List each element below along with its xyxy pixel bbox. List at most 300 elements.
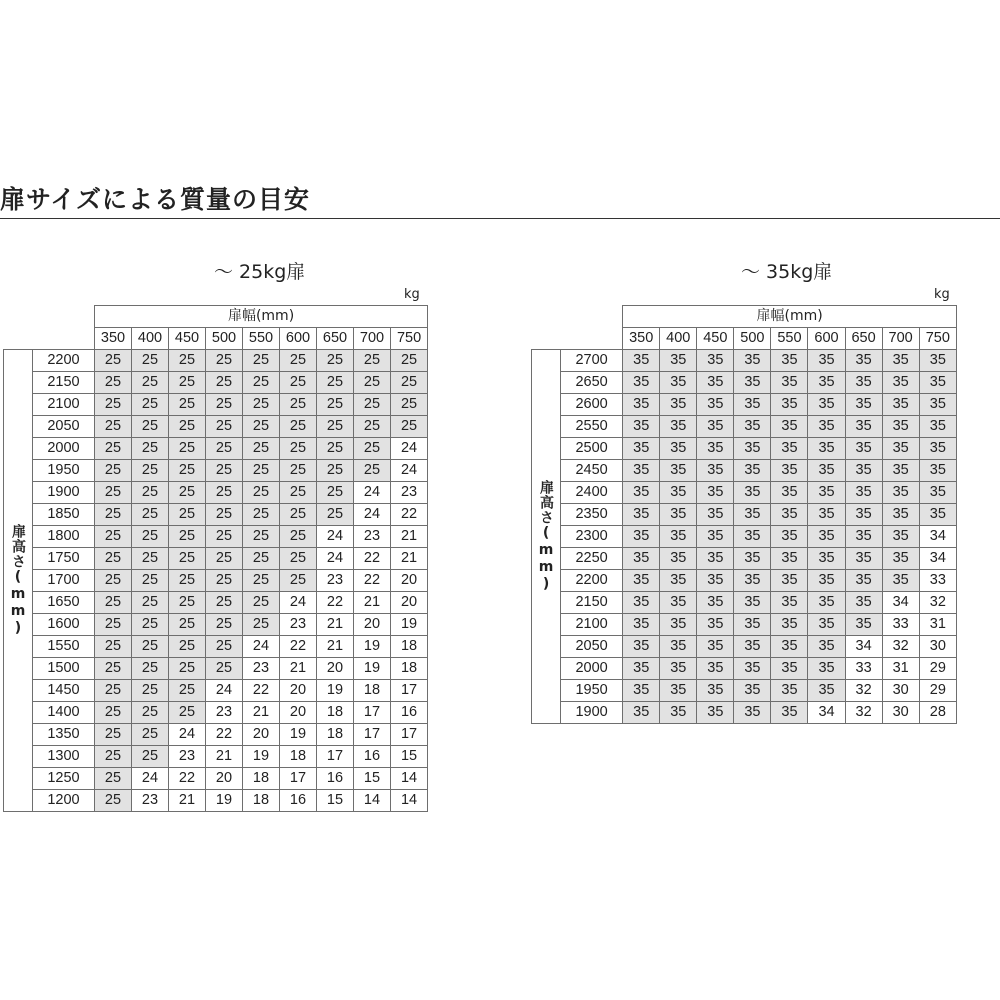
mass-cell: 25 <box>280 504 317 526</box>
mass-cell: 25 <box>95 790 132 812</box>
height-row-header: 1650 <box>33 592 95 614</box>
mass-cell: 35 <box>734 548 771 570</box>
mass-cell: 25 <box>391 416 428 438</box>
table-row <box>532 482 957 504</box>
mass-cell: 31 <box>882 658 919 680</box>
mass-cell: 35 <box>697 394 734 416</box>
mass-cell: 35 <box>623 394 660 416</box>
mass-cell: 25 <box>95 570 132 592</box>
mass-table-25kg <box>3 305 428 812</box>
height-row-header: 1800 <box>33 526 95 548</box>
mass-cell: 25 <box>169 416 206 438</box>
width-header: 扉幅(mm) <box>623 306 957 328</box>
mass-cell: 25 <box>206 548 243 570</box>
mass-cell: 35 <box>919 482 956 504</box>
mass-cell: 25 <box>206 570 243 592</box>
width-column-header: 500 <box>206 328 243 350</box>
mass-cell: 34 <box>919 526 956 548</box>
mass-cell: 21 <box>317 614 354 636</box>
mass-cell: 35 <box>697 636 734 658</box>
mass-cell: 25 <box>280 416 317 438</box>
mass-cell: 25 <box>206 636 243 658</box>
mass-cell: 35 <box>845 504 882 526</box>
mass-cell: 25 <box>169 570 206 592</box>
mass-cell: 20 <box>280 702 317 724</box>
height-row-header: 1950 <box>561 680 623 702</box>
height-row-header: 1700 <box>33 570 95 592</box>
table-row <box>4 482 428 504</box>
mass-cell: 35 <box>808 680 845 702</box>
mass-cell: 18 <box>317 724 354 746</box>
mass-cell: 35 <box>734 526 771 548</box>
mass-cell: 35 <box>697 570 734 592</box>
mass-cell: 25 <box>169 658 206 680</box>
width-column-header: 550 <box>243 328 280 350</box>
mass-cell: 25 <box>132 372 169 394</box>
height-row-header: 1900 <box>33 482 95 504</box>
mass-cell: 35 <box>734 460 771 482</box>
mass-cell: 24 <box>317 548 354 570</box>
mass-cell: 35 <box>623 702 660 724</box>
mass-cell: 25 <box>243 548 280 570</box>
mass-cell: 35 <box>771 526 808 548</box>
mass-cell: 35 <box>697 460 734 482</box>
mass-cell: 25 <box>169 548 206 570</box>
mass-cell: 22 <box>354 548 391 570</box>
mass-cell: 35 <box>660 394 697 416</box>
mass-cell: 25 <box>169 394 206 416</box>
mass-cell: 15 <box>354 768 391 790</box>
height-row-header: 2500 <box>561 438 623 460</box>
mass-cell: 25 <box>206 592 243 614</box>
mass-cell: 35 <box>808 394 845 416</box>
mass-cell: 14 <box>391 790 428 812</box>
mass-cell: 35 <box>845 548 882 570</box>
mass-cell: 25 <box>95 526 132 548</box>
mass-cell: 25 <box>132 350 169 372</box>
table-row <box>532 504 957 526</box>
mass-cell: 22 <box>206 724 243 746</box>
mass-cell: 19 <box>354 636 391 658</box>
height-row-header: 2150 <box>33 372 95 394</box>
mass-cell: 20 <box>280 680 317 702</box>
mass-cell: 25 <box>243 526 280 548</box>
mass-cell: 35 <box>771 680 808 702</box>
mass-cell: 25 <box>243 372 280 394</box>
mass-cell: 25 <box>317 460 354 482</box>
height-row-header: 1850 <box>33 504 95 526</box>
mass-cell: 18 <box>243 768 280 790</box>
table-row <box>4 438 428 460</box>
height-row-header: 2150 <box>561 592 623 614</box>
mass-cell: 35 <box>623 438 660 460</box>
mass-cell: 25 <box>95 438 132 460</box>
mass-cell: 25 <box>132 746 169 768</box>
mass-cell: 14 <box>391 768 428 790</box>
mass-cell: 25 <box>243 350 280 372</box>
mass-cell: 35 <box>623 570 660 592</box>
mass-cell: 35 <box>623 372 660 394</box>
width-column-header: 400 <box>132 328 169 350</box>
mass-cell: 33 <box>845 658 882 680</box>
mass-cell: 23 <box>206 702 243 724</box>
mass-cell: 21 <box>169 790 206 812</box>
mass-cell: 25 <box>95 636 132 658</box>
mass-cell: 35 <box>623 504 660 526</box>
mass-cell: 15 <box>317 790 354 812</box>
table-row <box>532 416 957 438</box>
mass-cell: 25 <box>132 482 169 504</box>
mass-cell: 25 <box>243 438 280 460</box>
height-header: 扉高さ(mm) <box>4 350 33 812</box>
mass-cell: 35 <box>697 592 734 614</box>
mass-cell: 25 <box>280 350 317 372</box>
mass-cell: 35 <box>660 350 697 372</box>
mass-cell: 35 <box>919 438 956 460</box>
table-row <box>4 526 428 548</box>
mass-cell: 33 <box>919 570 956 592</box>
mass-cell: 25 <box>95 350 132 372</box>
mass-cell: 35 <box>623 416 660 438</box>
table-row <box>532 372 957 394</box>
table-row <box>4 614 428 636</box>
height-row-header: 1500 <box>33 658 95 680</box>
mass-cell: 24 <box>243 636 280 658</box>
mass-cell: 35 <box>734 702 771 724</box>
mass-cell: 25 <box>206 614 243 636</box>
mass-cell: 35 <box>697 416 734 438</box>
mass-cell: 35 <box>697 658 734 680</box>
mass-cell: 21 <box>354 592 391 614</box>
mass-cell: 35 <box>808 570 845 592</box>
mass-cell: 25 <box>280 482 317 504</box>
mass-cell: 18 <box>317 702 354 724</box>
mass-cell: 25 <box>354 460 391 482</box>
mass-cell: 35 <box>771 504 808 526</box>
mass-cell: 35 <box>919 460 956 482</box>
mass-cell: 18 <box>280 746 317 768</box>
mass-cell: 35 <box>660 482 697 504</box>
corner-blank <box>4 306 95 350</box>
table-row <box>4 372 428 394</box>
mass-cell: 35 <box>660 702 697 724</box>
mass-cell: 35 <box>845 438 882 460</box>
mass-cell: 35 <box>623 614 660 636</box>
height-row-header: 2100 <box>561 614 623 636</box>
mass-cell: 35 <box>771 394 808 416</box>
table-row <box>4 416 428 438</box>
table-row <box>532 680 957 702</box>
mass-cell: 35 <box>919 416 956 438</box>
mass-cell: 35 <box>808 372 845 394</box>
mass-cell: 25 <box>280 438 317 460</box>
mass-cell: 35 <box>771 592 808 614</box>
mass-cell: 35 <box>771 350 808 372</box>
mass-cell: 35 <box>845 592 882 614</box>
mass-cell: 35 <box>697 504 734 526</box>
mass-cell: 35 <box>771 482 808 504</box>
mass-cell: 25 <box>169 680 206 702</box>
mass-cell: 25 <box>169 702 206 724</box>
mass-cell: 22 <box>317 592 354 614</box>
table-row <box>532 438 957 460</box>
mass-cell: 25 <box>243 614 280 636</box>
mass-cell: 25 <box>95 482 132 504</box>
mass-cell: 29 <box>919 658 956 680</box>
mass-cell: 16 <box>280 790 317 812</box>
mass-cell: 25 <box>95 724 132 746</box>
mass-cell: 32 <box>845 702 882 724</box>
mass-cell: 35 <box>771 570 808 592</box>
mass-cell: 35 <box>808 526 845 548</box>
mass-cell: 35 <box>660 570 697 592</box>
mass-cell: 35 <box>882 460 919 482</box>
mass-cell: 21 <box>206 746 243 768</box>
mass-cell: 34 <box>808 702 845 724</box>
mass-cell: 35 <box>808 592 845 614</box>
mass-cell: 32 <box>882 636 919 658</box>
mass-cell: 19 <box>206 790 243 812</box>
mass-cell: 25 <box>169 592 206 614</box>
table-row <box>532 460 957 482</box>
height-row-header: 2600 <box>561 394 623 416</box>
width-column-header: 700 <box>354 328 391 350</box>
height-row-header: 1250 <box>33 768 95 790</box>
width-column-header: 750 <box>919 328 956 350</box>
mass-cell: 35 <box>771 460 808 482</box>
mass-cell: 35 <box>919 372 956 394</box>
mass-cell: 25 <box>391 350 428 372</box>
mass-cell: 28 <box>919 702 956 724</box>
mass-cell: 25 <box>206 350 243 372</box>
mass-cell: 25 <box>169 614 206 636</box>
mass-cell: 35 <box>660 460 697 482</box>
mass-cell: 22 <box>354 570 391 592</box>
height-row-header: 1450 <box>33 680 95 702</box>
mass-cell: 25 <box>317 372 354 394</box>
mass-cell: 35 <box>845 614 882 636</box>
mass-cell: 19 <box>391 614 428 636</box>
mass-cell: 22 <box>280 636 317 658</box>
mass-cell: 24 <box>317 526 354 548</box>
mass-cell: 35 <box>697 526 734 548</box>
mass-cell: 35 <box>882 372 919 394</box>
table-row <box>4 350 428 372</box>
mass-cell: 25 <box>243 482 280 504</box>
height-row-header: 2100 <box>33 394 95 416</box>
mass-cell: 21 <box>280 658 317 680</box>
table-row <box>532 350 957 372</box>
width-column-header: 600 <box>280 328 317 350</box>
table-row <box>4 746 428 768</box>
mass-cell: 35 <box>734 350 771 372</box>
mass-cell: 25 <box>132 658 169 680</box>
mass-cell: 35 <box>623 636 660 658</box>
mass-cell: 25 <box>169 460 206 482</box>
mass-cell: 35 <box>882 504 919 526</box>
mass-cell: 35 <box>882 526 919 548</box>
mass-cell: 25 <box>206 504 243 526</box>
mass-cell: 35 <box>660 548 697 570</box>
mass-cell: 25 <box>95 680 132 702</box>
mass-cell: 21 <box>243 702 280 724</box>
mass-cell: 35 <box>660 504 697 526</box>
table-1-title: ～ 25kg扉 <box>214 261 306 283</box>
mass-cell: 31 <box>919 614 956 636</box>
mass-cell: 18 <box>243 790 280 812</box>
mass-cell: 35 <box>771 658 808 680</box>
height-row-header: 1300 <box>33 746 95 768</box>
mass-cell: 25 <box>354 438 391 460</box>
mass-cell: 25 <box>280 570 317 592</box>
mass-cell: 19 <box>243 746 280 768</box>
mass-cell: 35 <box>660 614 697 636</box>
mass-cell: 25 <box>95 460 132 482</box>
title-divider <box>0 218 1000 219</box>
mass-cell: 35 <box>623 592 660 614</box>
height-row-header: 1350 <box>33 724 95 746</box>
mass-cell: 25 <box>95 394 132 416</box>
mass-cell: 25 <box>354 372 391 394</box>
mass-cell: 35 <box>808 504 845 526</box>
mass-cell: 25 <box>243 460 280 482</box>
mass-cell: 35 <box>734 614 771 636</box>
mass-cell: 25 <box>169 526 206 548</box>
mass-cell: 25 <box>354 416 391 438</box>
height-row-header: 1550 <box>33 636 95 658</box>
mass-cell: 35 <box>882 416 919 438</box>
mass-cell: 25 <box>132 526 169 548</box>
mass-cell: 25 <box>95 372 132 394</box>
mass-cell: 16 <box>317 768 354 790</box>
height-row-header: 2200 <box>33 350 95 372</box>
mass-cell: 25 <box>95 416 132 438</box>
mass-cell: 35 <box>697 372 734 394</box>
mass-cell: 22 <box>169 768 206 790</box>
mass-cell: 16 <box>354 746 391 768</box>
mass-cell: 35 <box>919 350 956 372</box>
mass-cell: 35 <box>660 438 697 460</box>
mass-cell: 25 <box>317 394 354 416</box>
table-row <box>532 614 957 636</box>
table-row <box>4 394 428 416</box>
mass-cell: 35 <box>808 416 845 438</box>
mass-cell: 25 <box>354 350 391 372</box>
mass-cell: 35 <box>845 460 882 482</box>
mass-cell: 35 <box>882 438 919 460</box>
height-row-header: 2650 <box>561 372 623 394</box>
mass-cell: 35 <box>660 416 697 438</box>
mass-cell: 24 <box>354 482 391 504</box>
height-row-header: 2050 <box>33 416 95 438</box>
mass-cell: 21 <box>391 548 428 570</box>
mass-cell: 25 <box>169 504 206 526</box>
height-row-header: 2450 <box>561 460 623 482</box>
mass-cell: 19 <box>354 658 391 680</box>
mass-cell: 20 <box>243 724 280 746</box>
mass-cell: 25 <box>95 614 132 636</box>
mass-cell: 25 <box>95 746 132 768</box>
mass-cell: 35 <box>845 416 882 438</box>
mass-cell: 35 <box>734 394 771 416</box>
mass-cell: 20 <box>206 768 243 790</box>
mass-cell: 17 <box>391 724 428 746</box>
mass-cell: 35 <box>771 702 808 724</box>
mass-cell: 35 <box>845 350 882 372</box>
mass-cell: 21 <box>317 636 354 658</box>
mass-table-35kg <box>531 305 957 724</box>
mass-cell: 35 <box>734 416 771 438</box>
mass-cell: 35 <box>623 658 660 680</box>
height-row-header: 1600 <box>33 614 95 636</box>
mass-cell: 25 <box>95 768 132 790</box>
mass-cell: 35 <box>771 636 808 658</box>
mass-cell: 35 <box>734 372 771 394</box>
mass-cell: 20 <box>354 614 391 636</box>
mass-cell: 25 <box>132 504 169 526</box>
mass-cell: 18 <box>391 636 428 658</box>
mass-cell: 32 <box>845 680 882 702</box>
mass-cell: 35 <box>734 658 771 680</box>
mass-cell: 25 <box>132 592 169 614</box>
mass-cell: 25 <box>280 372 317 394</box>
mass-cell: 35 <box>697 548 734 570</box>
mass-cell: 35 <box>845 394 882 416</box>
mass-cell: 35 <box>919 504 956 526</box>
mass-cell: 23 <box>243 658 280 680</box>
mass-cell: 23 <box>354 526 391 548</box>
mass-cell: 25 <box>169 438 206 460</box>
mass-cell: 35 <box>623 526 660 548</box>
width-column-header: 350 <box>95 328 132 350</box>
mass-cell: 35 <box>845 482 882 504</box>
mass-cell: 24 <box>391 438 428 460</box>
table-row <box>4 768 428 790</box>
mass-cell: 35 <box>697 702 734 724</box>
mass-cell: 35 <box>845 372 882 394</box>
corner-blank <box>532 306 623 350</box>
mass-cell: 17 <box>280 768 317 790</box>
mass-cell: 23 <box>391 482 428 504</box>
table-row <box>4 460 428 482</box>
mass-cell: 21 <box>391 526 428 548</box>
mass-cell: 32 <box>919 592 956 614</box>
height-row-header: 2700 <box>561 350 623 372</box>
mass-cell: 30 <box>919 636 956 658</box>
mass-cell: 25 <box>317 416 354 438</box>
table-row <box>532 636 957 658</box>
mass-cell: 25 <box>206 394 243 416</box>
mass-cell: 23 <box>280 614 317 636</box>
mass-cell: 35 <box>623 460 660 482</box>
height-row-header: 2000 <box>561 658 623 680</box>
height-row-header: 2250 <box>561 548 623 570</box>
width-column-header: 700 <box>882 328 919 350</box>
mass-cell: 35 <box>845 570 882 592</box>
mass-cell: 25 <box>132 724 169 746</box>
mass-cell: 24 <box>354 504 391 526</box>
mass-cell: 35 <box>734 592 771 614</box>
mass-cell: 24 <box>132 768 169 790</box>
table-row <box>532 570 957 592</box>
mass-cell: 35 <box>660 636 697 658</box>
mass-cell: 17 <box>354 702 391 724</box>
mass-cell: 35 <box>623 482 660 504</box>
table-2-title: ～ 35kg扉 <box>741 261 833 283</box>
mass-cell: 25 <box>317 504 354 526</box>
mass-cell: 35 <box>623 548 660 570</box>
height-row-header: 1900 <box>561 702 623 724</box>
